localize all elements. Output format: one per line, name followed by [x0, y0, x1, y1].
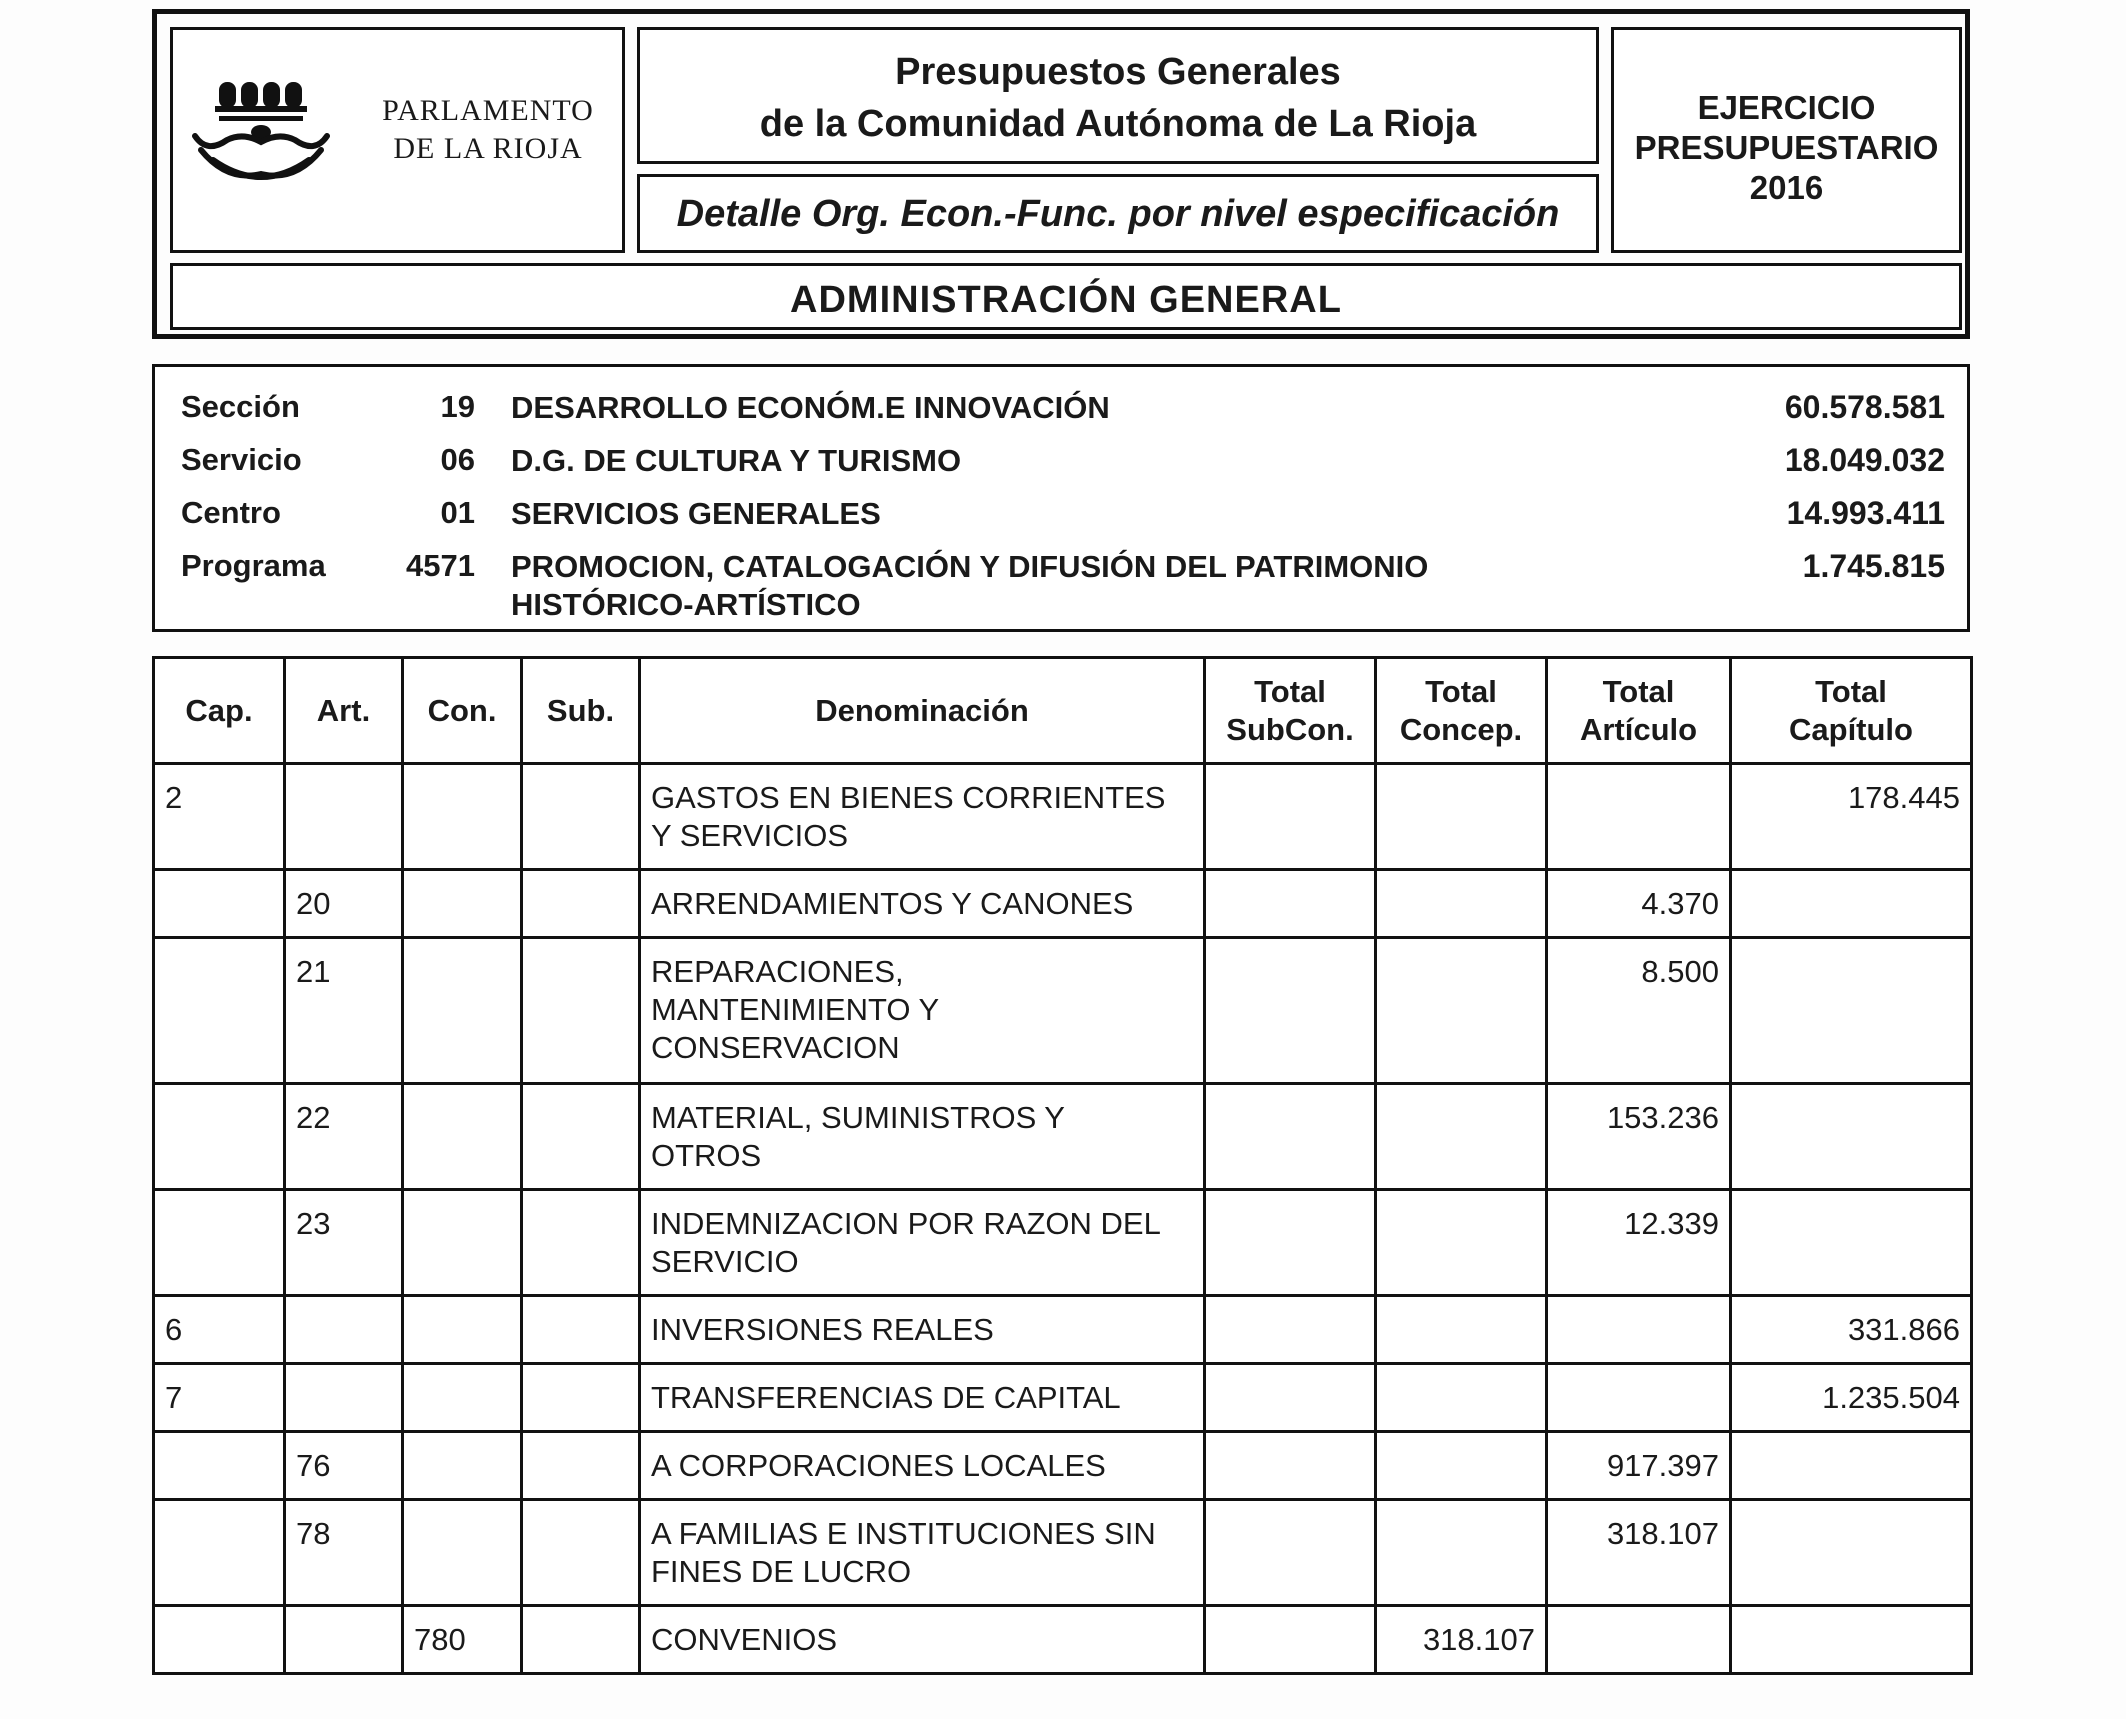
cell-sub [522, 1364, 640, 1432]
table-row [154, 1084, 1972, 1190]
cell-cap [154, 870, 285, 938]
cell-sub [522, 1190, 640, 1296]
table-row [154, 938, 1972, 1084]
cell-total-articulo: 8.500 [1547, 938, 1731, 1084]
info-code: 01 [440, 495, 475, 530]
cell-cap [154, 1606, 285, 1674]
cell-art: 21 [285, 938, 403, 1084]
info-amount: 18.049.032 [1784, 442, 1945, 478]
cell-art: 78 [285, 1500, 403, 1606]
table-row [154, 1606, 1972, 1674]
cell-denominacion: REPARACIONES, MANTENIMIENTO Y CONSERVACION [640, 938, 1205, 1084]
administration-banner: ADMINISTRACIÓN GENERAL [170, 263, 1962, 330]
cell-art: 23 [285, 1190, 403, 1296]
cell-total-capitulo [1731, 1432, 1972, 1500]
cell-total-capitulo [1731, 1606, 1972, 1674]
document-title [637, 27, 1599, 164]
document-header [152, 9, 1970, 339]
document-subtitle: Detalle Org. Econ.-Func. por nivel especificación [637, 174, 1599, 253]
info-code: 06 [440, 442, 475, 477]
table-row [154, 1364, 1972, 1432]
info-description: PROMOCION, CATALOGACIÓN Y DIFUSIÓN DEL PATRIMONIO HISTÓRICO-ARTÍSTICO [511, 549, 1429, 622]
header-total-capitulo: Total Capítulo [1731, 658, 1972, 764]
table-row [154, 870, 1972, 938]
cell-total-articulo [1547, 1364, 1731, 1432]
cell-art: 20 [285, 870, 403, 938]
cell-cap [154, 938, 285, 1084]
table-row [154, 764, 1972, 870]
cell-total-capitulo [1731, 1084, 1972, 1190]
cell-con [403, 1364, 522, 1432]
year-label-2: PRESUPUESTARIO [1634, 129, 1939, 166]
cell-total-capitulo: 331.866 [1731, 1296, 1972, 1364]
cell-denominacion: A FAMILIAS E INSTITUCIONES SIN FINES DE LUCRO [640, 1500, 1205, 1606]
cell-art [285, 1606, 403, 1674]
info-code: 19 [440, 389, 475, 424]
header-con: Con. [403, 658, 522, 764]
year-value: 2016 [1749, 169, 1824, 206]
cell-con [403, 1296, 522, 1364]
info-label: Sección [181, 389, 300, 424]
cell-con [403, 1190, 522, 1296]
cell-sub [522, 764, 640, 870]
year-label-1: EJERCICIO [1697, 89, 1876, 126]
budget-table [152, 656, 1973, 1675]
logo-cell [170, 27, 625, 253]
cell-total-capitulo [1731, 1190, 1972, 1296]
cell-total-articulo: 12.339 [1547, 1190, 1731, 1296]
cell-art: 76 [285, 1432, 403, 1500]
cell-total-concep [1376, 1084, 1547, 1190]
cell-denominacion: INVERSIONES REALES [640, 1296, 1205, 1364]
cell-con [403, 938, 522, 1084]
parliament-logo-icon [187, 70, 367, 190]
cell-cap: 2 [154, 764, 285, 870]
cell-total-subcon [1205, 870, 1376, 938]
cell-total-articulo [1547, 764, 1731, 870]
info-amount: 14.993.411 [1786, 495, 1945, 531]
info-amount: 1.745.815 [1802, 548, 1945, 584]
cell-cap: 7 [154, 1364, 285, 1432]
info-code: 4571 [406, 548, 475, 583]
header-total-subcon: Total SubCon. [1205, 658, 1376, 764]
header-sub: Sub. [522, 658, 640, 764]
header-cap: Cap. [154, 658, 285, 764]
table-row [154, 1500, 1972, 1606]
cell-total-capitulo [1731, 1500, 1972, 1606]
logo-wordmark: PARLAMENTO DE LA RIOJA [382, 94, 594, 165]
table-row [154, 1296, 1972, 1364]
cell-cap [154, 1500, 285, 1606]
cell-total-concep [1376, 938, 1547, 1084]
cell-art [285, 1364, 403, 1432]
cell-sub [522, 1500, 640, 1606]
cell-total-subcon [1205, 764, 1376, 870]
cell-art [285, 1296, 403, 1364]
cell-total-articulo [1547, 1606, 1731, 1674]
cell-total-articulo: 153.236 [1547, 1084, 1731, 1190]
cell-total-concep [1376, 1500, 1547, 1606]
info-description: D.G. DE CULTURA Y TURISMO [511, 443, 962, 478]
info-description: DESARROLLO ECONÓM.E INNOVACIÓN [511, 390, 1110, 425]
info-amount: 60.578.581 [1784, 389, 1945, 425]
cell-total-subcon [1205, 1432, 1376, 1500]
info-label: Servicio [181, 442, 302, 477]
cell-total-articulo: 4.370 [1547, 870, 1731, 938]
cell-total-concep [1376, 870, 1547, 938]
cell-con [403, 764, 522, 870]
cell-sub [522, 1084, 640, 1190]
cell-sub [522, 938, 640, 1084]
table-row [154, 1432, 1972, 1500]
cell-total-articulo: 917.397 [1547, 1432, 1731, 1500]
cell-con [403, 1500, 522, 1606]
cell-con [403, 870, 522, 938]
info-label: Programa [181, 548, 326, 583]
title-line-2: de la Comunidad Autónoma de La Rioja [759, 103, 1477, 145]
cell-total-capitulo: 178.445 [1731, 764, 1972, 870]
cell-total-capitulo [1731, 938, 1972, 1084]
info-description: SERVICIOS GENERALES [511, 496, 881, 531]
organizational-info [152, 364, 1970, 632]
cell-con: 780 [403, 1606, 522, 1674]
cell-total-subcon [1205, 1296, 1376, 1364]
cell-denominacion: GASTOS EN BIENES CORRIENTES Y SERVICIOS [640, 764, 1205, 870]
cell-art [285, 764, 403, 870]
cell-denominacion: TRANSFERENCIAS DE CAPITAL [640, 1364, 1205, 1432]
cell-denominacion: A CORPORACIONES LOCALES [640, 1432, 1205, 1500]
header-total-concep: Total Concep. [1376, 658, 1547, 764]
cell-total-capitulo [1731, 870, 1972, 938]
cell-cap [154, 1432, 285, 1500]
cell-con [403, 1432, 522, 1500]
cell-total-subcon [1205, 1606, 1376, 1674]
cell-sub [522, 1606, 640, 1674]
cell-total-capitulo: 1.235.504 [1731, 1364, 1972, 1432]
fiscal-year-box [1611, 27, 1962, 253]
cell-sub [522, 870, 640, 938]
cell-total-concep [1376, 1432, 1547, 1500]
cell-denominacion: INDEMNIZACION POR RAZON DEL SERVICIO [640, 1190, 1205, 1296]
cell-total-concep [1376, 764, 1547, 870]
cell-art: 22 [285, 1084, 403, 1190]
cell-denominacion: ARRENDAMIENTOS Y CANONES [640, 870, 1205, 938]
cell-total-articulo [1547, 1296, 1731, 1364]
cell-cap [154, 1084, 285, 1190]
table-header-row [154, 658, 1972, 764]
cell-total-subcon [1205, 1084, 1376, 1190]
header-art: Art. [285, 658, 403, 764]
title-line-1: Presupuestos Generales [895, 51, 1341, 93]
cell-sub [522, 1432, 640, 1500]
info-label: Centro [181, 495, 281, 530]
cell-sub [522, 1296, 640, 1364]
cell-total-articulo: 318.107 [1547, 1500, 1731, 1606]
cell-total-concep [1376, 1364, 1547, 1432]
cell-total-subcon [1205, 1364, 1376, 1432]
cell-total-concep [1376, 1190, 1547, 1296]
cell-total-subcon [1205, 938, 1376, 1084]
cell-total-concep: 318.107 [1376, 1606, 1547, 1674]
cell-cap: 6 [154, 1296, 285, 1364]
cell-denominacion: CONVENIOS [640, 1606, 1205, 1674]
cell-con [403, 1084, 522, 1190]
cell-total-subcon [1205, 1190, 1376, 1296]
cell-cap [154, 1190, 285, 1296]
header-denominacion: Denominación [640, 658, 1205, 764]
cell-denominacion: MATERIAL, SUMINISTROS Y OTROS [640, 1084, 1205, 1190]
cell-total-subcon [1205, 1500, 1376, 1606]
cell-total-concep [1376, 1296, 1547, 1364]
table-row [154, 1190, 1972, 1296]
header-total-articulo: Total Artículo [1547, 658, 1731, 764]
